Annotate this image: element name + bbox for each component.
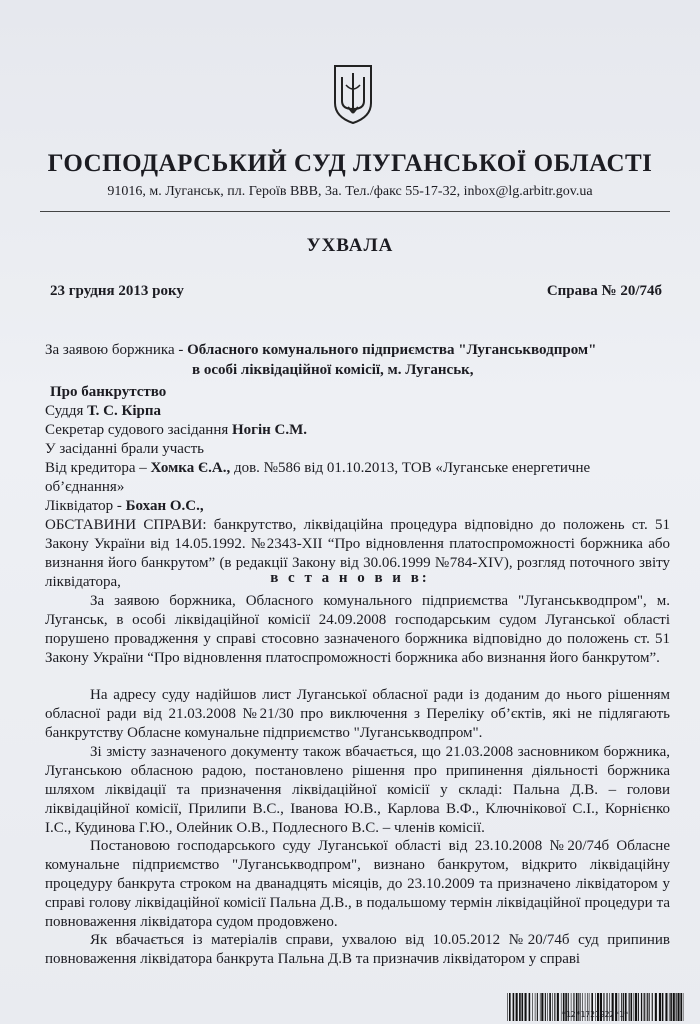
- secretary-label: Секретар судового засідання: [45, 422, 232, 438]
- creditor-label: Від кредитора –: [45, 460, 151, 476]
- paragraph-1: За заявою боржника, Обласного комунального підприємства "Луганськводпром", м. Луганськ, в особі ліквідаційної комісії 24.09.2008 господарським судом Луганської області порушено провадження у справі стосовно зазначеного боржника відповідно до положень ст. 51 Закону України “Про відновлення платоспроможності боржника або визнання його банкрутом”.: [45, 593, 670, 666]
- creditor-continuation: об’єднання»: [45, 479, 125, 495]
- header-divider: [40, 211, 670, 212]
- case-circumstances: ОБСТАВИНИ СПРАВИ: банкрутство, ліквідаційна процедура відповідно до положень ст. 51 Закону України від 14.05.1992. №2343-XII “Про відновлення платоспроможності боржника або визнання його банкрутом” (в редакції Закону від 30.06.1999 №784-XIV), розгляд поточного звіту ліквідатора,: [45, 517, 670, 590]
- liquidator-name: Бохан О.С.,: [125, 498, 204, 514]
- trident-coat-of-arms-icon: [332, 63, 374, 125]
- court-name: ГОСПОДАРСЬКИЙ СУД ЛУГАНСЬКОЇ ОБЛАСТІ: [47, 150, 653, 177]
- debtor-name: Обласного комунального підприємства "Луганськводпром": [187, 342, 597, 358]
- judge-label: Суддя: [45, 403, 88, 419]
- creditor-line: [45, 459, 590, 478]
- debtor-line-2: в особі ліквідаційної комісії, м. Луганськ,: [192, 362, 474, 378]
- judge-line: [45, 402, 161, 421]
- case-subject: Про банкрутство: [50, 384, 167, 400]
- established-heading: в с т а н о в и в:: [270, 570, 430, 586]
- application-label: За заявою боржника -: [45, 342, 188, 358]
- liquidator-label: Ліквідатор -: [45, 498, 126, 514]
- court-address: 91016, м. Луганськ, пл. Героїв ВВВ, 3а. Тел./факс 55-17-32, inbox@lg.arbitr.gov.ua: [107, 184, 593, 199]
- participants-label: У засіданні брали участь: [45, 441, 204, 457]
- paragraph-3: Зі змісту зазначеного документу також вбачається, що 21.03.2008 засновником боржника, Луганською обласною радою, постановлено рішення про припинення діяльності боржника шляхом ліквідації та призначення ліквідаційної комісії у складі: Пальна Д.В. – голови ліквідаційної комісії, Прилипи В.С., Іванова Ю.В., Карлова В.Ф., Ключнікової С.І., Корнієнко І.С., Кудинова Г.Ю., Олейник О.В., Подлесного В.С. – членів комісії.: [45, 744, 670, 836]
- secretary-line: [45, 421, 307, 440]
- barcode-number: *12*1721922*1*: [561, 1010, 629, 1019]
- liquidator-line: [45, 497, 204, 516]
- paragraph-5: Як вбачається із матеріалів справи, ухвалою від 10.05.2012 №20/74б суд припинив повноваження ліквідатора банкрута Пальна Д.В та призначив ліквідатором у справі: [45, 932, 670, 967]
- creditor-name: Хомка Є.А.,: [150, 460, 231, 476]
- case-number: Справа № 20/74б: [546, 283, 662, 299]
- debtor-line-1: [45, 341, 596, 360]
- paragraph-2: На адресу суду надійшов лист Луганської обласної ради із доданим до нього рішенням обласної ради від 21.03.2008 №21/30 про виключення з Переліку об’єктів, які не підлягають банкрутству Обласне комунальне підприємство "Луганськводпром".: [45, 687, 670, 741]
- document-title: УХВАЛА: [306, 235, 394, 256]
- paragraph-4: Постановою господарського суду Луганської області від 23.10.2008 №20/74б Обласне комунальне підприємство "Луганськводпром", визнано банкрутом, відкрито ліквідаційну процедуру банкрута строком на дванадцять місяців, до 23.10.2009 та призначено ліквідатором у справі голову ліквідаційної комісії Пальна Д.В., в подальшому термін ліквідаційної процедури та повноваження ліквідатора судом продовжено.: [45, 838, 670, 930]
- document-date: 23 грудня 2013 року: [50, 283, 184, 299]
- judge-name: Т. С. Кірпа: [87, 403, 161, 419]
- creditor-details: дов. №586 від 01.10.2013, ТОВ «Луганське енергетичне: [230, 460, 591, 476]
- secretary-name: Ногін С.М.: [232, 422, 308, 438]
